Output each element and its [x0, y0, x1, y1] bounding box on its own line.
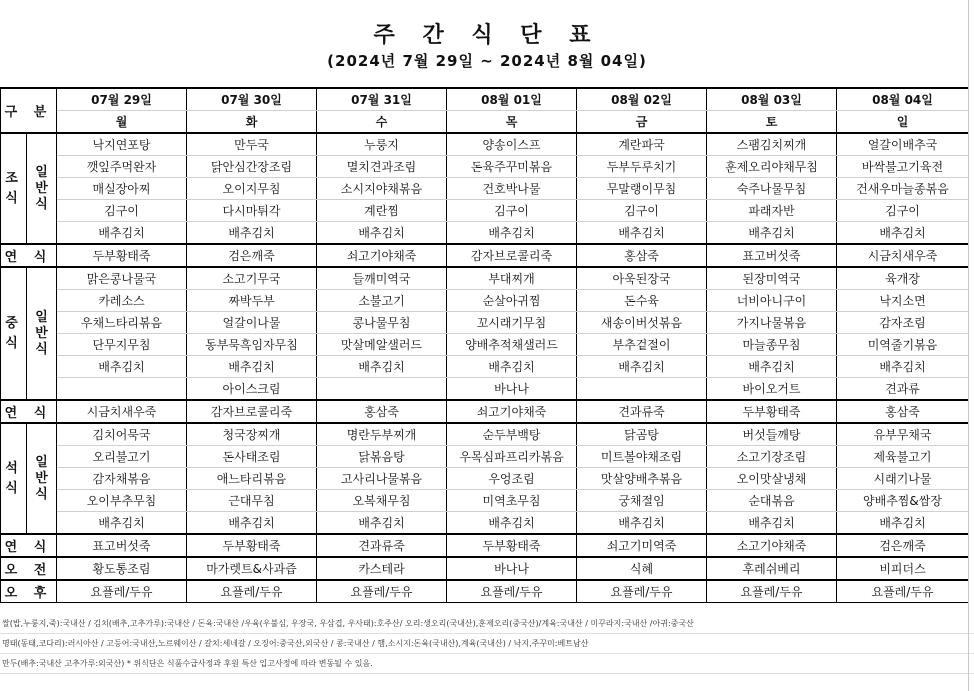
menu-cell: 소고기무국	[187, 267, 317, 290]
soft-cell: 견과류죽	[577, 400, 707, 423]
table-row	[1, 356, 969, 378]
table-row	[1, 133, 969, 156]
menu-cell: 누룽지	[317, 133, 447, 156]
soft-cell: 쇠고기야채죽	[447, 400, 577, 423]
menu-cell: 짜박두부	[187, 290, 317, 312]
menu-cell: 배추김치	[577, 356, 707, 378]
table-row	[1, 244, 969, 267]
menu-cell: 소불고기	[317, 290, 447, 312]
menu-cell: 배추김치	[317, 356, 447, 378]
menu-cell: 배추김치	[57, 512, 187, 535]
menu-cell: 배추김치	[577, 222, 707, 245]
menu-cell: 감자채볶음	[57, 468, 187, 490]
soft-cell: 견과류죽	[317, 534, 447, 557]
menu-cell: 소시지야채볶음	[317, 178, 447, 200]
menu-cell: 맑은콩나물국	[57, 267, 187, 290]
date-range: (2024년 7월 29일 ~ 2024년 8월 04일)	[327, 52, 647, 70]
menu-cell: 바싹불고기육전	[837, 156, 969, 178]
menu-cell	[317, 378, 447, 401]
date-cell: 07월 30일	[187, 88, 317, 111]
menu-cell: 명란두부찌개	[317, 423, 447, 446]
menu-cell: 양송이스프	[447, 133, 577, 156]
table-row	[1, 446, 969, 468]
menu-cell: 미트볼야채조림	[577, 446, 707, 468]
menu-cell: 돈수육	[577, 290, 707, 312]
snack-cell: 식혜	[577, 557, 707, 580]
menu-cell: 스팸김치찌개	[707, 133, 837, 156]
soft-cell: 홍삼죽	[577, 244, 707, 267]
menu-cell: 다시마튀각	[187, 200, 317, 222]
soft-cell: 두부황태죽	[447, 534, 577, 557]
menu-cell: 배추김치	[317, 512, 447, 535]
date-cell: 08월 04일	[837, 88, 969, 111]
day-cell: 토	[707, 111, 837, 134]
soft-cell: 시금치새우죽	[57, 400, 187, 423]
menu-cell: 순두부백탕	[447, 423, 577, 446]
menu-cell: 감자조림	[837, 312, 969, 334]
table-row	[1, 468, 969, 490]
day-cell: 일	[837, 111, 969, 134]
table-row	[1, 423, 969, 446]
menu-cell: 부추겉절이	[577, 334, 707, 356]
snack-cell: 요플레/두유	[447, 580, 577, 603]
table-row	[1, 178, 969, 200]
menu-cell: 아이스크림	[187, 378, 317, 401]
menu-cell: 꼬시래기무침	[447, 312, 577, 334]
menu-cell: 만두국	[187, 133, 317, 156]
menu-cell	[577, 378, 707, 401]
menu-cell: 얼갈이나물	[187, 312, 317, 334]
menu-cell: 카레소스	[57, 290, 187, 312]
menu-cell: 두부두루치기	[577, 156, 707, 178]
table-row	[1, 267, 969, 290]
menu-cell: 닭안심간장조림	[187, 156, 317, 178]
snack-pm-label: 오 후	[1, 580, 57, 603]
table-row	[1, 111, 969, 134]
menu-cell: 훈제오리야채무침	[707, 156, 837, 178]
menu-cell: 무말랭이무침	[577, 178, 707, 200]
table-row	[1, 200, 969, 222]
snack-cell: 바나나	[447, 557, 577, 580]
lunch-label: 중 식	[1, 267, 27, 400]
menu-cell: 시래기나물	[837, 468, 969, 490]
menu-cell: 궁채절임	[577, 490, 707, 512]
menu-cell: 낙지소면	[837, 290, 969, 312]
table-row	[1, 312, 969, 334]
menu-cell: 배추김치	[707, 222, 837, 245]
soft-cell: 쇠고기미역죽	[577, 534, 707, 557]
lunch-soft-label: 연 식	[1, 400, 57, 423]
note-line: 명태(동태,코다리):러시아산 / 고등어:국내산,노르웨이산 / 갈치:세네갈 / 오징어:중국산,외국산 / 콩:국내산 / 햄,소시지:돈육(국내산),계육(국내산) / 낙지,주꾸미:베트남산	[0, 634, 974, 654]
menu-cell: 오리불고기	[57, 446, 187, 468]
soft-cell: 검은깨죽	[837, 534, 969, 557]
table-row	[1, 580, 969, 603]
menu-cell: 오이부추무침	[57, 490, 187, 512]
soft-cell: 시금치새우죽	[837, 244, 969, 267]
snack-cell: 요플레/두유	[707, 580, 837, 603]
header-label: 구 분	[1, 88, 57, 133]
day-cell: 월	[57, 111, 187, 134]
menu-cell: 맛살메알샐러드	[317, 334, 447, 356]
menu-cell: 배추김치	[837, 512, 969, 535]
menu-cell: 근대무침	[187, 490, 317, 512]
soft-cell: 두부황태죽	[57, 244, 187, 267]
menu-cell: 바이오거트	[707, 378, 837, 401]
soft-cell: 쇠고기야채죽	[317, 244, 447, 267]
menu-cell: 계란파국	[577, 133, 707, 156]
menu-cell: 건호박나물	[447, 178, 577, 200]
menu-cell: 매실장아찌	[57, 178, 187, 200]
menu-cell: 소고기장조림	[707, 446, 837, 468]
menu-cell: 고사리나물볶음	[317, 468, 447, 490]
snack-cell: 후레쉬베리	[707, 557, 837, 580]
menu-cell: 배추김치	[447, 512, 577, 535]
date-cell: 08월 01일	[447, 88, 577, 111]
table-row	[1, 490, 969, 512]
breakfast-label: 조 식	[1, 133, 27, 244]
day-cell: 수	[317, 111, 447, 134]
table-row	[1, 334, 969, 356]
snack-cell: 카스테라	[317, 557, 447, 580]
day-cell: 화	[187, 111, 317, 134]
menu-cell: 파래자반	[707, 200, 837, 222]
menu-cell: 배추김치	[447, 356, 577, 378]
menu-cell: 된장미역국	[707, 267, 837, 290]
menu-cell: 닭곰탕	[577, 423, 707, 446]
menu-cell: 배추김치	[447, 222, 577, 245]
menu-cell: 배추김치	[707, 512, 837, 535]
note-line: 쌀(밥,누룽지,죽):국내산 / 김치(배추,고추가루):국내산 / 돈육:국내산 /우육(우불심, 우장국, 우삼겹, 우사태):호주산/ 오리:생오리(국내산),훈제오리(중국산)/계육:국내산 / 미꾸라지:국내산 /아귀:중국산	[0, 614, 974, 634]
snack-cell: 마가렛트&사과즙	[187, 557, 317, 580]
menu-cell: 맛살양배추볶음	[577, 468, 707, 490]
menu-table	[0, 87, 969, 603]
table-row	[1, 156, 969, 178]
date-cell: 07월 29일	[57, 88, 187, 111]
snack-cell: 요플레/두유	[577, 580, 707, 603]
menu-cell: 멸치견과조림	[317, 156, 447, 178]
menu-cell: 버섯들깨탕	[707, 423, 837, 446]
snack-cell: 비피더스	[837, 557, 969, 580]
table-row	[1, 557, 969, 580]
menu-cell: 오이맛살냉채	[707, 468, 837, 490]
menu-cell: 미역줄기볶음	[837, 334, 969, 356]
menu-cell: 배추김치	[187, 356, 317, 378]
menu-cell: 김구이	[447, 200, 577, 222]
table-row	[1, 88, 969, 111]
menu-cell: 우목심파프리카볶음	[447, 446, 577, 468]
date-cell: 08월 02일	[577, 88, 707, 111]
menu-cell: 너비아니구이	[707, 290, 837, 312]
menu-cell: 김구이	[837, 200, 969, 222]
date-cell: 08월 03일	[707, 88, 837, 111]
menu-cell: 아욱된장국	[577, 267, 707, 290]
soft-cell: 감자브로콜리죽	[187, 400, 317, 423]
menu-cell: 가지나물볶음	[707, 312, 837, 334]
menu-cell: 제육불고기	[837, 446, 969, 468]
date-cell: 07월 31일	[317, 88, 447, 111]
day-cell: 금	[577, 111, 707, 134]
table-row	[1, 290, 969, 312]
menu-cell: 낙지연포탕	[57, 133, 187, 156]
menu-cell: 순대볶음	[707, 490, 837, 512]
table-row	[1, 512, 969, 535]
day-cell: 목	[447, 111, 577, 134]
menu-cell: 배추김치	[317, 222, 447, 245]
menu-cell: 오복채무침	[317, 490, 447, 512]
notes-section	[0, 614, 974, 674]
menu-cell: 마늘종무침	[707, 334, 837, 356]
snack-cell: 황도통조림	[57, 557, 187, 580]
snack-cell: 요플레/두유	[317, 580, 447, 603]
menu-cell: 들깨미역국	[317, 267, 447, 290]
menu-cell: 돈육주꾸미볶음	[447, 156, 577, 178]
soft-cell: 홍삼죽	[317, 400, 447, 423]
menu-cell: 배추김치	[837, 222, 969, 245]
menu-cell: 배추김치	[837, 356, 969, 378]
menu-cell	[57, 378, 187, 401]
soft-cell: 두부황태죽	[187, 534, 317, 557]
table-row	[1, 222, 969, 245]
snack-am-label: 오 전	[1, 557, 57, 580]
menu-cell: 우엉조림	[447, 468, 577, 490]
menu-cell: 양배추적채샐러드	[447, 334, 577, 356]
menu-cell: 계란찜	[317, 200, 447, 222]
menu-cell: 건새우마늘종볶음	[837, 178, 969, 200]
menu-cell: 청국장찌개	[187, 423, 317, 446]
menu-cell: 얼갈이배추국	[837, 133, 969, 156]
dinner-soft-label: 연 식	[1, 534, 57, 557]
menu-cell: 배추김치	[707, 356, 837, 378]
breakfast-general-label: 일 반 식	[27, 133, 57, 244]
menu-cell: 견과류	[837, 378, 969, 401]
menu-cell: 배추김치	[187, 512, 317, 535]
menu-cell: 새송이버섯볶음	[577, 312, 707, 334]
menu-cell: 단무지무침	[57, 334, 187, 356]
page-title: 주 간 식 단 표	[373, 23, 601, 48]
dinner-label: 석 식	[1, 423, 27, 534]
menu-cell: 부대찌개	[447, 267, 577, 290]
menu-cell: 양배추찜&쌈장	[837, 490, 969, 512]
menu-cell: 콩나물무침	[317, 312, 447, 334]
menu-cell: 김구이	[577, 200, 707, 222]
menu-cell: 애느타리볶음	[187, 468, 317, 490]
menu-cell: 배추김치	[577, 512, 707, 535]
menu-cell: 배추김치	[187, 222, 317, 245]
soft-cell: 검은깨죽	[187, 244, 317, 267]
sheet-edge	[968, 0, 969, 691]
snack-cell: 요플레/두유	[57, 580, 187, 603]
soft-cell: 홍삼죽	[837, 400, 969, 423]
menu-cell: 우채느타리볶음	[57, 312, 187, 334]
menu-cell: 돈사태조림	[187, 446, 317, 468]
menu-cell: 닭볶음탕	[317, 446, 447, 468]
table-row	[1, 378, 969, 401]
table-row	[1, 400, 969, 423]
menu-cell: 김구이	[57, 200, 187, 222]
menu-cell: 순살아귀찜	[447, 290, 577, 312]
menu-cell: 육개장	[837, 267, 969, 290]
menu-cell: 동부묵흑임자무침	[187, 334, 317, 356]
table-row	[1, 534, 969, 557]
soft-cell: 두부황태죽	[707, 400, 837, 423]
snack-cell: 요플레/두유	[187, 580, 317, 603]
menu-cell: 숙주나물무침	[707, 178, 837, 200]
menu-cell: 오이지무침	[187, 178, 317, 200]
soft-cell: 표고버섯죽	[57, 534, 187, 557]
menu-cell: 유부무채국	[837, 423, 969, 446]
soft-cell: 소고기야채죽	[707, 534, 837, 557]
menu-cell: 배추김치	[57, 222, 187, 245]
menu-cell: 깻잎주먹완자	[57, 156, 187, 178]
menu-cell: 배추김치	[57, 356, 187, 378]
note-line: 만두(배추:국내산 고추가루:외국산) * 위식단은 식품수급사정과 후원 특산 입고사정에 따라 변동될 수 있음.	[0, 654, 974, 674]
menu-cell: 김치어묵국	[57, 423, 187, 446]
dinner-general-label: 일 반 식	[27, 423, 57, 534]
soft-cell: 표고버섯죽	[707, 244, 837, 267]
breakfast-soft-label: 연 식	[1, 244, 57, 267]
menu-cell: 바나나	[447, 378, 577, 401]
lunch-general-label: 일 반 식	[27, 267, 57, 400]
snack-cell: 요플레/두유	[837, 580, 969, 603]
soft-cell: 감자브로콜리죽	[447, 244, 577, 267]
menu-cell: 미역초무침	[447, 490, 577, 512]
